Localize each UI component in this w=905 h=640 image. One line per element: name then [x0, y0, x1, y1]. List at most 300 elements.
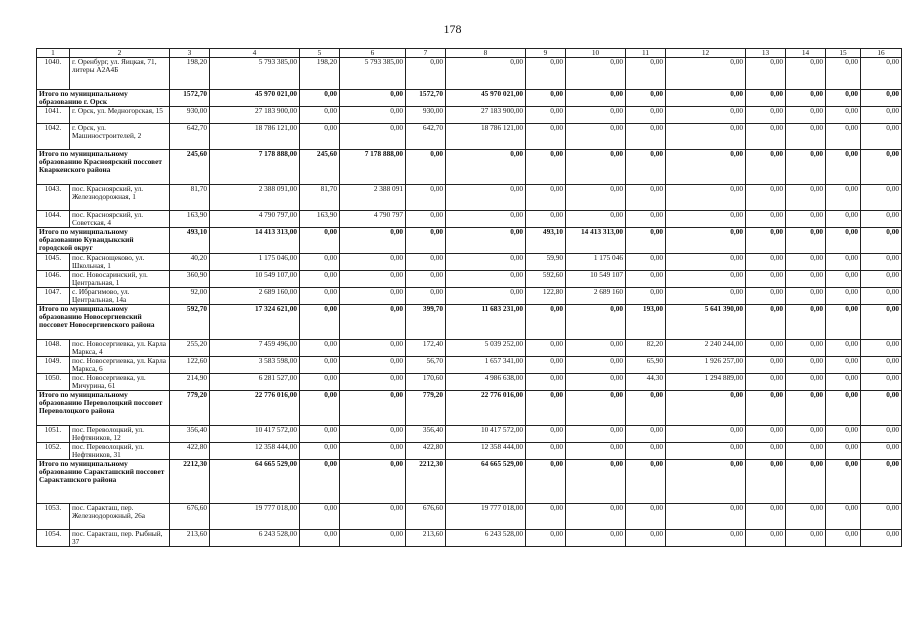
value-cell: 0,00: [861, 107, 902, 124]
value-cell: 1 294 889,00: [666, 374, 746, 391]
value-cell: 6 243 528,00: [210, 530, 300, 547]
value-cell: 0,00: [826, 211, 861, 228]
value-cell: 12 358 444,00: [446, 443, 526, 460]
value-cell: 0,00: [861, 504, 902, 530]
address-cell: пос. Новосаринский, ул. Центральная, 1: [70, 271, 170, 288]
value-cell: 0,00: [446, 185, 526, 211]
value-cell: 0,00: [746, 305, 786, 340]
value-cell: 0,00: [526, 426, 566, 443]
value-cell: 0,00: [626, 391, 666, 426]
value-cell: 5 641 390,00: [666, 305, 746, 340]
value-cell: 0,00: [566, 124, 626, 150]
value-cell: 0,00: [826, 228, 861, 254]
value-cell: 0,00: [826, 340, 861, 357]
value-cell: 0,00: [826, 150, 861, 185]
address-cell: г. Оренбург, ул. Яицкая, 71, литеры А2А4Б: [70, 58, 170, 90]
value-cell: 0,00: [566, 58, 626, 90]
value-cell: 0,00: [861, 374, 902, 391]
header-cell: 4: [210, 49, 300, 58]
header-cell: 3: [170, 49, 210, 58]
header-cell: 7: [406, 49, 446, 58]
header-cell: 9: [526, 49, 566, 58]
value-cell: 0,00: [826, 90, 861, 107]
value-cell: 3 583 598,00: [210, 357, 300, 374]
value-cell: 2212,30: [170, 460, 210, 504]
address-cell: пос. Краснощеково, ул. Школьная, 1: [70, 254, 170, 271]
value-cell: 0,00: [300, 357, 340, 374]
value-cell: 0,00: [300, 374, 340, 391]
value-cell: 2212,30: [406, 460, 446, 504]
value-cell: 0,00: [626, 271, 666, 288]
table-row: [37, 504, 902, 530]
address-cell: г. Орск, ул. Медногорская, 15: [70, 107, 170, 124]
header-cell: 15: [826, 49, 861, 58]
value-cell: 0,00: [746, 530, 786, 547]
value-cell: 59,90: [526, 254, 566, 271]
value-cell: 0,00: [566, 340, 626, 357]
header-cell: 6: [340, 49, 406, 58]
value-cell: 0,00: [526, 58, 566, 90]
value-cell: 0,00: [566, 443, 626, 460]
value-cell: 0,00: [786, 288, 826, 305]
value-cell: 0,00: [666, 211, 746, 228]
header-cell: 16: [861, 49, 902, 58]
address-cell: пос. Саракташ, пер. Рыбный, 37: [70, 530, 170, 547]
value-cell: 19 777 018,00: [446, 504, 526, 530]
value-cell: 930,00: [170, 107, 210, 124]
value-cell: 0,00: [340, 426, 406, 443]
address-cell: пос. Красноярский, ул. Советская, 4: [70, 211, 170, 228]
table-row: [37, 357, 902, 374]
value-cell: 0,00: [786, 374, 826, 391]
value-cell: 10 549 107,00: [210, 271, 300, 288]
value-cell: 360,90: [170, 271, 210, 288]
value-cell: 0,00: [566, 107, 626, 124]
value-cell: 0,00: [746, 107, 786, 124]
value-cell: 7 178 888,00: [210, 150, 300, 185]
value-cell: 172,40: [406, 340, 446, 357]
value-cell: 0,00: [526, 391, 566, 426]
value-cell: 0,00: [786, 357, 826, 374]
value-cell: 0,00: [861, 90, 902, 107]
value-cell: 40,20: [170, 254, 210, 271]
value-cell: 45 970 021,00: [446, 90, 526, 107]
value-cell: 0,00: [826, 107, 861, 124]
value-cell: 0,00: [300, 530, 340, 547]
value-cell: 779,20: [406, 391, 446, 426]
value-cell: 0,00: [300, 504, 340, 530]
value-cell: 0,00: [340, 374, 406, 391]
row-number: 1041.: [37, 107, 70, 124]
value-cell: 213,60: [406, 530, 446, 547]
value-cell: 399,70: [406, 305, 446, 340]
value-cell: 0,00: [826, 460, 861, 504]
value-cell: 0,00: [666, 460, 746, 504]
value-cell: 676,60: [406, 504, 446, 530]
value-cell: 170,60: [406, 374, 446, 391]
value-cell: 0,00: [861, 305, 902, 340]
value-cell: 0,00: [526, 460, 566, 504]
value-cell: 0,00: [446, 271, 526, 288]
value-cell: 81,70: [170, 185, 210, 211]
value-cell: 0,00: [861, 357, 902, 374]
value-cell: 0,00: [746, 443, 786, 460]
value-cell: 0,00: [666, 288, 746, 305]
value-cell: 592,60: [526, 271, 566, 288]
table-row: [37, 426, 902, 443]
value-cell: 44,30: [626, 374, 666, 391]
value-cell: 0,00: [746, 391, 786, 426]
value-cell: 0,00: [746, 288, 786, 305]
value-cell: 245,60: [170, 150, 210, 185]
value-cell: 19 777 018,00: [210, 504, 300, 530]
value-cell: 0,00: [861, 271, 902, 288]
value-cell: 0,00: [300, 107, 340, 124]
value-cell: 122,60: [170, 357, 210, 374]
value-cell: 493,10: [170, 228, 210, 254]
table-row: [37, 530, 902, 547]
value-cell: 255,20: [170, 340, 210, 357]
address-cell: с. Ибрагимово, ул. Центральная, 14а: [70, 288, 170, 305]
table-row: [37, 211, 902, 228]
total-label: Итого по муниципальному образованию Красноярский поссовет Кваркенского района: [37, 150, 170, 185]
table-row: [37, 185, 902, 211]
value-cell: 0,00: [626, 504, 666, 530]
value-cell: 0,00: [446, 150, 526, 185]
value-cell: 2 689 160: [566, 288, 626, 305]
value-cell: 0,00: [626, 107, 666, 124]
value-cell: 356,40: [170, 426, 210, 443]
value-cell: 0,00: [666, 391, 746, 426]
value-cell: 0,00: [666, 90, 746, 107]
value-cell: 0,00: [526, 340, 566, 357]
header-cell: 8: [446, 49, 526, 58]
value-cell: 214,90: [170, 374, 210, 391]
value-cell: 0,00: [666, 443, 746, 460]
value-cell: 0,00: [786, 90, 826, 107]
row-number: 1040.: [37, 58, 70, 90]
value-cell: 4 790 797: [340, 211, 406, 228]
value-cell: 198,20: [170, 58, 210, 90]
row-number: 1053.: [37, 504, 70, 530]
value-cell: 0,00: [746, 254, 786, 271]
value-cell: 0,00: [340, 357, 406, 374]
address-cell: пос. Новосергиевка, ул. Карла Маркса, 4: [70, 340, 170, 357]
value-cell: 1572,70: [406, 90, 446, 107]
row-number: 1045.: [37, 254, 70, 271]
total-row: [37, 305, 902, 340]
value-cell: 64 665 529,00: [446, 460, 526, 504]
value-cell: 82,20: [626, 340, 666, 357]
value-cell: 642,70: [406, 124, 446, 150]
value-cell: 0,00: [861, 124, 902, 150]
value-cell: 0,00: [626, 58, 666, 90]
value-cell: 0,00: [526, 150, 566, 185]
value-cell: 0,00: [526, 530, 566, 547]
value-cell: 0,00: [340, 530, 406, 547]
value-cell: 0,00: [566, 391, 626, 426]
value-cell: 22 776 016,00: [446, 391, 526, 426]
value-cell: 0,00: [566, 374, 626, 391]
value-cell: 0,00: [861, 340, 902, 357]
value-cell: 0,00: [340, 90, 406, 107]
value-cell: 0,00: [566, 426, 626, 443]
row-number: 1050.: [37, 374, 70, 391]
value-cell: 0,00: [786, 107, 826, 124]
total-label: Итого по муниципальному образованию Саракташский поссовет Саракташского района: [37, 460, 170, 504]
value-cell: 0,00: [746, 150, 786, 185]
value-cell: 56,70: [406, 357, 446, 374]
value-cell: 0,00: [826, 374, 861, 391]
header-cell: 11: [626, 49, 666, 58]
value-cell: 64 665 529,00: [210, 460, 300, 504]
value-cell: 0,00: [666, 426, 746, 443]
value-cell: 0,00: [786, 58, 826, 90]
table-row: [37, 374, 902, 391]
value-cell: 0,00: [746, 460, 786, 504]
value-cell: 0,00: [826, 254, 861, 271]
value-cell: 2 689 160,00: [210, 288, 300, 305]
value-cell: 0,00: [566, 305, 626, 340]
row-number: 1054.: [37, 530, 70, 547]
value-cell: 0,00: [340, 254, 406, 271]
value-cell: 0,00: [300, 271, 340, 288]
value-cell: 0,00: [626, 288, 666, 305]
value-cell: 0,00: [746, 185, 786, 211]
value-cell: 0,00: [786, 305, 826, 340]
value-cell: 0,00: [446, 58, 526, 90]
value-cell: 0,00: [826, 58, 861, 90]
value-cell: 65,90: [626, 357, 666, 374]
value-cell: 0,00: [826, 271, 861, 288]
value-cell: 0,00: [786, 228, 826, 254]
value-cell: 0,00: [626, 211, 666, 228]
row-number: 1051.: [37, 426, 70, 443]
value-cell: 0,00: [786, 460, 826, 504]
value-cell: 0,00: [786, 271, 826, 288]
value-cell: 0,00: [746, 271, 786, 288]
value-cell: 1 175 046,00: [210, 254, 300, 271]
value-cell: 0,00: [861, 150, 902, 185]
value-cell: 0,00: [566, 460, 626, 504]
value-cell: 27 183 900,00: [446, 107, 526, 124]
value-cell: 22 776 016,00: [210, 391, 300, 426]
value-cell: 0,00: [626, 254, 666, 271]
value-cell: 0,00: [786, 340, 826, 357]
value-cell: 6 281 527,00: [210, 374, 300, 391]
value-cell: 122,80: [526, 288, 566, 305]
value-cell: 0,00: [526, 305, 566, 340]
page-number: 178: [443, 22, 462, 36]
value-cell: 0,00: [786, 185, 826, 211]
value-cell: 0,00: [861, 58, 902, 90]
value-cell: 0,00: [406, 150, 446, 185]
total-row: [37, 460, 902, 504]
row-number: 1044.: [37, 211, 70, 228]
value-cell: 4 986 638,00: [446, 374, 526, 391]
value-cell: 0,00: [340, 443, 406, 460]
value-cell: 0,00: [826, 504, 861, 530]
header-row: [37, 49, 902, 58]
value-cell: 0,00: [666, 185, 746, 211]
value-cell: 0,00: [300, 228, 340, 254]
table-row: [37, 288, 902, 305]
value-cell: 1572,70: [170, 90, 210, 107]
header-cell: 1: [37, 49, 70, 58]
value-cell: 10 417 572,00: [210, 426, 300, 443]
value-cell: 0,00: [861, 530, 902, 547]
value-cell: 0,00: [861, 211, 902, 228]
value-cell: 0,00: [340, 107, 406, 124]
value-cell: 0,00: [626, 228, 666, 254]
value-cell: 10 549 107: [566, 271, 626, 288]
value-cell: 1 657 341,00: [446, 357, 526, 374]
value-cell: 0,00: [340, 504, 406, 530]
value-cell: 12 358 444,00: [210, 443, 300, 460]
table-row: [37, 254, 902, 271]
value-cell: 0,00: [666, 530, 746, 547]
value-cell: 0,00: [746, 340, 786, 357]
value-cell: 0,00: [826, 357, 861, 374]
header-cell: 2: [70, 49, 170, 58]
value-cell: 11 683 231,00: [446, 305, 526, 340]
value-cell: 1 175 046: [566, 254, 626, 271]
value-cell: 2 388 091: [340, 185, 406, 211]
value-cell: 0,00: [300, 426, 340, 443]
value-cell: 0,00: [746, 228, 786, 254]
value-cell: 0,00: [826, 288, 861, 305]
table-row: [37, 443, 902, 460]
total-row: [37, 228, 902, 254]
value-cell: 0,00: [340, 460, 406, 504]
value-cell: 0,00: [666, 504, 746, 530]
value-cell: 0,00: [666, 228, 746, 254]
data-table: [36, 48, 902, 547]
value-cell: 6 243 528,00: [446, 530, 526, 547]
value-cell: 676,60: [170, 504, 210, 530]
value-cell: 5 793 385,00: [210, 58, 300, 90]
value-cell: 0,00: [786, 530, 826, 547]
value-cell: 0,00: [626, 124, 666, 150]
value-cell: 0,00: [786, 254, 826, 271]
value-cell: 0,00: [861, 426, 902, 443]
value-cell: 0,00: [526, 185, 566, 211]
row-number: 1042.: [37, 124, 70, 150]
total-row: [37, 150, 902, 185]
value-cell: 930,00: [406, 107, 446, 124]
value-cell: 422,80: [170, 443, 210, 460]
value-cell: 81,70: [300, 185, 340, 211]
value-cell: 0,00: [626, 150, 666, 185]
value-cell: 0,00: [566, 90, 626, 107]
value-cell: 0,00: [826, 426, 861, 443]
value-cell: 0,00: [786, 211, 826, 228]
value-cell: 163,90: [300, 211, 340, 228]
value-cell: 198,20: [300, 58, 340, 90]
total-label: Итого по муниципальному образованию Переволоцкий поссовет Переволоцкого района: [37, 391, 170, 426]
value-cell: 779,20: [170, 391, 210, 426]
value-cell: 0,00: [746, 426, 786, 443]
value-cell: 14 413 313,00: [566, 228, 626, 254]
header-cell: 14: [786, 49, 826, 58]
value-cell: 0,00: [526, 357, 566, 374]
table-row: [37, 107, 902, 124]
value-cell: 0,00: [300, 254, 340, 271]
value-cell: 193,00: [626, 305, 666, 340]
value-cell: 0,00: [340, 288, 406, 305]
value-cell: 0,00: [406, 211, 446, 228]
total-label: Итого по муниципальному образованию г. Орск: [37, 90, 170, 107]
address-cell: пос. Новосергиевка, ул. Карла Маркса, 6: [70, 357, 170, 374]
value-cell: 0,00: [446, 288, 526, 305]
value-cell: 7 459 496,00: [210, 340, 300, 357]
value-cell: 0,00: [786, 391, 826, 426]
value-cell: 5 039 252,00: [446, 340, 526, 357]
address-cell: пос. Переволоцкий, ул. Нефтяников, 31: [70, 443, 170, 460]
value-cell: 0,00: [746, 124, 786, 150]
value-cell: 0,00: [826, 124, 861, 150]
value-cell: 0,00: [566, 150, 626, 185]
value-cell: 0,00: [340, 305, 406, 340]
value-cell: 0,00: [526, 504, 566, 530]
value-cell: 0,00: [861, 185, 902, 211]
value-cell: 0,00: [626, 185, 666, 211]
value-cell: 0,00: [626, 90, 666, 107]
value-cell: 0,00: [406, 58, 446, 90]
value-cell: 0,00: [786, 504, 826, 530]
value-cell: 0,00: [526, 443, 566, 460]
value-cell: 18 786 121,00: [210, 124, 300, 150]
value-cell: 0,00: [861, 460, 902, 504]
value-cell: 0,00: [526, 124, 566, 150]
total-label: Итого по муниципальному образованию Кувандыкский городской округ: [37, 228, 170, 254]
value-cell: 0,00: [300, 340, 340, 357]
value-cell: 422,80: [406, 443, 446, 460]
value-cell: 0,00: [300, 288, 340, 305]
value-cell: 0,00: [861, 254, 902, 271]
total-label: Итого по муниципальному образованию Новосергиевский поссовет Новосергиевского района: [37, 305, 170, 340]
value-cell: 2 388 091,00: [210, 185, 300, 211]
total-row: [37, 391, 902, 426]
value-cell: 18 786 121,00: [446, 124, 526, 150]
value-cell: 92,00: [170, 288, 210, 305]
table-row: [37, 340, 902, 357]
value-cell: 0,00: [626, 460, 666, 504]
value-cell: 0,00: [566, 530, 626, 547]
value-cell: 0,00: [406, 271, 446, 288]
value-cell: 0,00: [826, 443, 861, 460]
value-cell: 0,00: [746, 357, 786, 374]
table-body: [37, 49, 902, 547]
value-cell: 0,00: [526, 107, 566, 124]
address-cell: г. Орск, ул. Машиностроителей, 2: [70, 124, 170, 150]
value-cell: 0,00: [406, 254, 446, 271]
header-cell: 10: [566, 49, 626, 58]
value-cell: 0,00: [406, 288, 446, 305]
value-cell: 0,00: [340, 271, 406, 288]
value-cell: 10 417 572,00: [446, 426, 526, 443]
value-cell: 0,00: [526, 374, 566, 391]
value-cell: 0,00: [746, 504, 786, 530]
value-cell: 0,00: [861, 391, 902, 426]
value-cell: 0,00: [746, 90, 786, 107]
value-cell: 45 970 021,00: [210, 90, 300, 107]
value-cell: 5 793 385,00: [340, 58, 406, 90]
value-cell: 0,00: [566, 185, 626, 211]
value-cell: 0,00: [300, 305, 340, 340]
address-cell: пос. Саракташ, пер. Железнодорожный, 26а: [70, 504, 170, 530]
value-cell: 7 178 888,00: [340, 150, 406, 185]
